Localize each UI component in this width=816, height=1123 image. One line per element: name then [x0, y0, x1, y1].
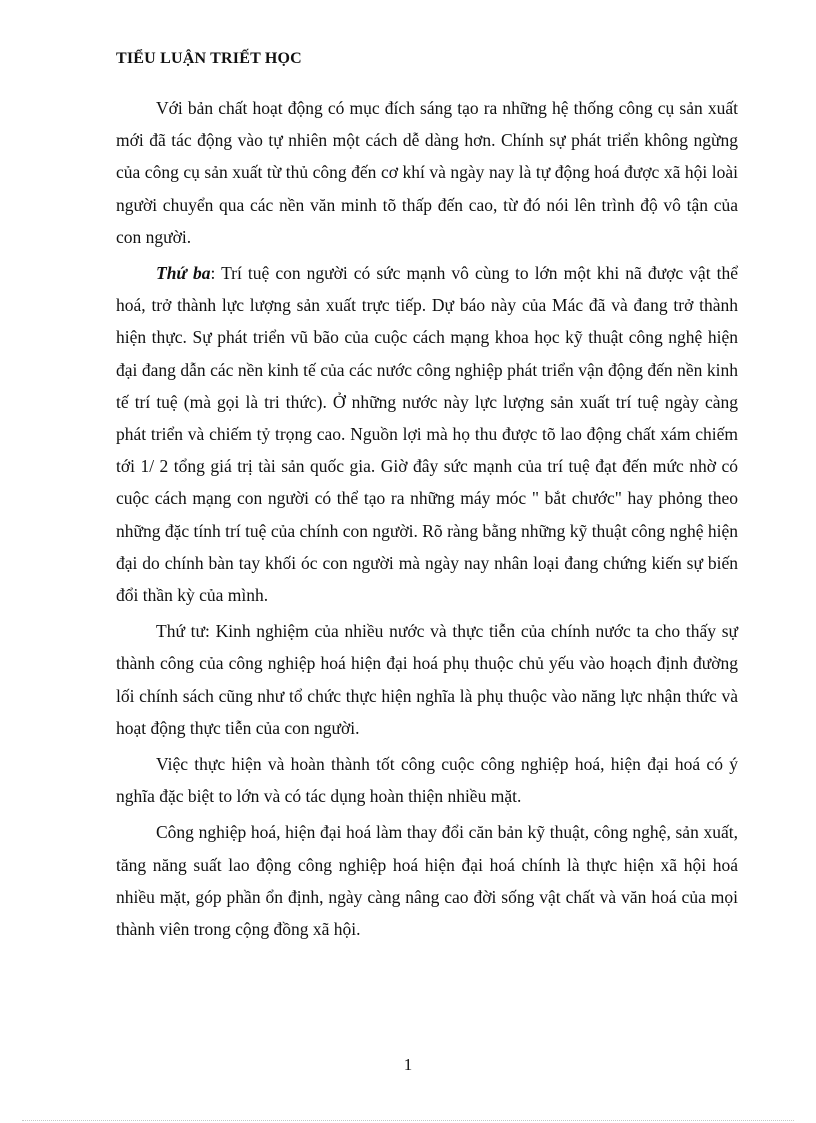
paragraph-5	[116, 816, 738, 945]
paragraph-4-text: Việc thực hiện và hoàn thành tốt công cuộc công nghiệp hoá, hiện đại hoá có ý nghĩa đặc biệt to lớn và có tác dụng hoàn thiện nhiều mặt.	[116, 754, 738, 807]
paragraph-2	[116, 257, 738, 611]
paragraph-2-text: : Trí tuệ con người có sức mạnh vô cùng to lớn một khi nã được vật thể hoá, trở thành lực lượng sản xuất trực tiếp. Dự báo này của Mác đã và đang trở thành hiện thực. Sự phát triển vũ bão của cuộc cách mạng khoa học kỹ thuật công nghệ hiện đại đang dẫn các nền kinh tế của các nước công nghiệp phát triển vận động đến nền kinh tế trí tuệ (mà gọi là tri thức). Ở những nước này lực lượng sản xuất trí tuệ ngày càng phát triển và chiếm tỷ trọng cao. Nguồn lợi mà họ thu được tõ lao động chất xám chiếm tới 1/ 2 tổng giá trị tài sản quốc gia. Giờ đây sức mạnh của trí tuệ đạt đến mức nhờ có cuộc cách mạng con người có thể tạo ra những máy móc " bắt chước" hay phỏng theo những đặc tính trí tuệ của chính con người. Rõ ràng bằng những kỹ thuật công nghệ hiện đại do chính bàn tay khối óc con người mà ngày nay nhân loại đang chứng kiến sự biến đổi thần kỳ của mình.	[116, 263, 738, 606]
paragraph-1	[116, 92, 738, 253]
paragraph-4	[116, 748, 738, 812]
paragraph-1-text: Với bản chất hoạt động có mục đích sáng tạo ra những hệ thống công cụ sản xuất mới đã tác động vào tự nhiên một cách dễ dàng hơn. Chính sự phát triển không ngừng của công cụ sản xuất từ thủ công đến cơ khí và ngày nay là tự động hoá được xã hội loài người chuyển qua các nền văn minh tõ thấp đến cao, từ đó nói lên trình độ vô tận của con người.	[116, 98, 738, 247]
paragraph-2-lead: Thứ ba	[156, 263, 211, 284]
paragraph-3	[116, 615, 738, 744]
page-bottom-divider	[22, 1120, 794, 1121]
body-text	[116, 92, 738, 949]
paragraph-5-text: Công nghiệp hoá, hiện đại hoá làm thay đổi căn bản kỹ thuật, công nghệ, sản xuất, tăng năng suất lao động công nghiệp hoá hiện đại hoá chính là thực hiện xã hội hoá nhiều mặt, góp phần ổn định, ngày càng nâng cao đời sống vật chất và văn hoá của mọi thành viên trong cộng đồng xã hội.	[116, 822, 738, 940]
page-number: 1	[403, 1055, 413, 1074]
paragraph-3-text: Thứ tư: Kinh nghiệm của nhiều nước và thực tiễn của chính nước ta cho thấy sự thành công của công nghiệp hoá hiện đại hoá phụ thuộc chủ yếu vào hoạch định đường lối chính sách cũng như tổ chức thực hiện nghĩa là phụ thuộc vào năng lực nhận thức và hoạt động thực tiễn của con người.	[116, 621, 738, 738]
page-header-title: TIỂU LUẬN TRIẾT HỌC	[116, 50, 302, 67]
